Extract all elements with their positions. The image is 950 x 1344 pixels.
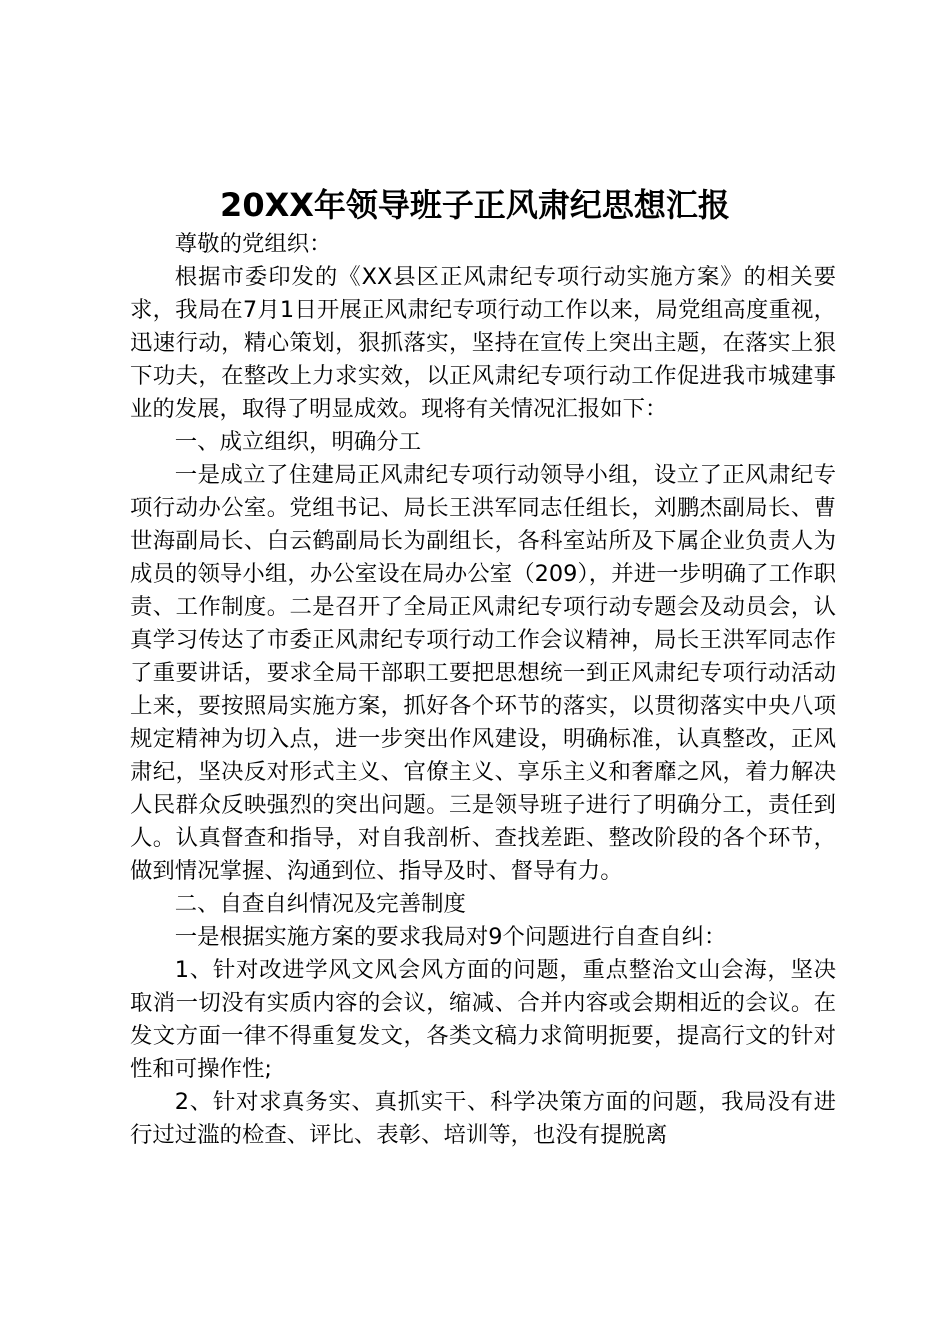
section-heading-2: 二、自查自纠情况及完善制度 — [174, 891, 466, 917]
paragraph-intro: 根据市委印发的《XX县区正风肃纪专项行动实施方案》的相关要求，我局在7月1日开展正风肃纪专项行动工作以来，局党组高度重视，迅速行动，精心策划，狠抓落实，坚持在宣传上突出主题，在落实上狠下功夫，在整改上力求实效，以正风肃纪专项行动工作促进我市城建事业的发展，取得了明显成效。现将有关情况汇报如下： — [130, 264, 836, 422]
document-body — [130, 228, 836, 1152]
document-title: 20XX年领导班子正风肃纪思想汇报 — [220, 186, 730, 224]
salutation: 尊敬的党组织： — [174, 231, 332, 257]
paragraph-organization: 一是成立了住建局正风肃纪专项行动领导小组，设立了正风肃纪专项行动办公室。党组书记、局长王洪军同志任组长，刘鹏杰副局长、曹世海副局长、白云鹤副局长为副组长，各科室站所及下属企业负责人为成员的领导小组，办公室设在局办公室（209），并进一步明确了工作职责、工作制度。二是召开了全局正风肃纪专项行动专题会及动员会，认真学习传达了市委正风肃纪专项行动工作会议精神，局长王洪军同志作了重要讲话，要求全局干部职工要把思想统一到正风肃纪专项行动活动上来，要按照局实施方案，抓好各个环节的落实，以贯彻落实中央八项规定精神为切入点，进一步突出作风建设，明确标准，认真整改，正风肃纪，坚决反对形式主义、官僚主义、享乐主义和奢靡之风，着力解决人民群众反映强烈的突出问题。三是领导班子进行了明确分工，责任到人。认真督查和指导，对自我剖析、查找差距、整改阶段的各个环节，做到情况掌握、沟通到位、指导及时、督导有力。 — [130, 462, 836, 884]
paragraph-item-2: 2、针对求真务实、真抓实干、科学决策方面的问题，我局没有进行过过滥的检查、评比、表彰、培训等，也没有提脱离 — [130, 1089, 836, 1148]
paragraph-item-1: 1、针对改进学风文风会风方面的问题，重点整治文山会海，坚决取消一切没有实质内容的会议，缩减、合并内容或会期相近的会议。在发文方面一律不得重复发文，各类文稿力求简明扼要，提高行文的针对性和可操作性; — [130, 957, 836, 1082]
section-heading-1: 一、成立组织，明确分工 — [174, 429, 422, 455]
paragraph-self-check: 一是根据实施方案的要求我局对9个问题进行自查自纠： — [174, 924, 727, 950]
